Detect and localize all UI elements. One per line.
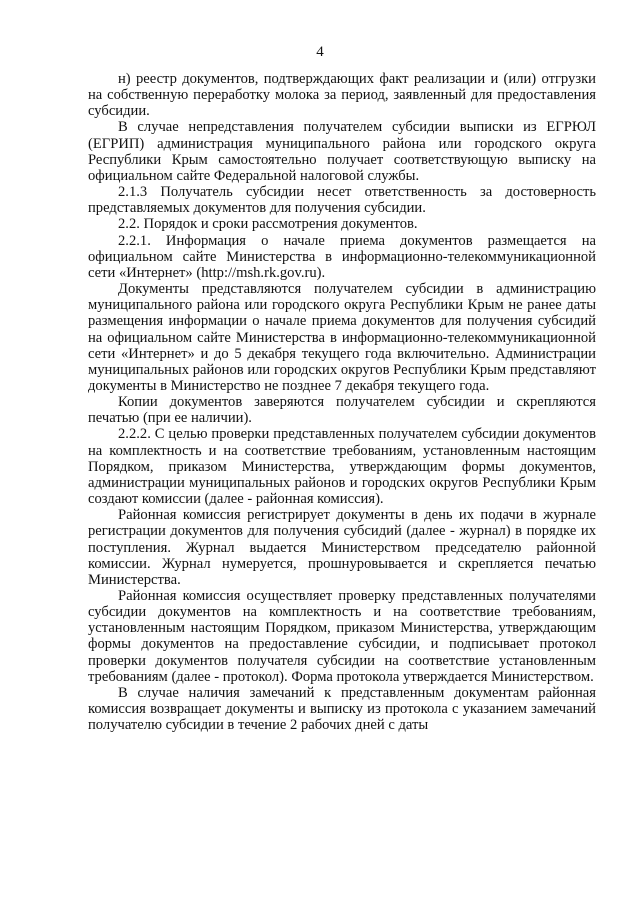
paragraph-document-copies: Копии документов заверяются получателем субсидии и скрепляются печатью (при ее наличии).	[88, 394, 596, 427]
paragraph-remarks-return: В случае наличия замечаний к представленным документам районная комиссия возвращает документы и выписку из протокола с указанием замечаний получателю субсидии в течение 2 рабочих дней с даты	[88, 684, 596, 734]
paragraph-document-submission: Документы представляются получателем субсидии в администрацию муниципального района или городского округа Республики Крым не ранее даты размещения информации о начале приема документов для получения субсидий на официальном сайте Министерства в информационно-телекоммуникационной сети «Интернет» и до 5 декабря текущего года включительно. Администрации муниципальных районов или городских округов Республики Крым представляют документы в Министерство не позднее 7 декабря текущего года.	[88, 281, 596, 394]
document-body	[88, 71, 596, 733]
paragraph-egrul-extract: В случае непредставления получателем субсидии выписки из ЕГРЮЛ (ЕГРИП) администрация муниципального района или городского округа Республики Крым самостоятельно получает соответствующую выписку на официальном сайте Федеральной налоговой службы.	[88, 119, 596, 184]
paragraph-2-2-2-commission: 2.2.2. С целью проверки представленных получателем субсидии документов на комплектность и на соответствие требованиям, установленным настоящим Порядком, приказом Министерства, утверждающим формы документов, администрации муниципальных районов и городских округов Республики Крым создают комиссии (далее - районная комиссия).	[88, 426, 596, 508]
section-heading-2-2: 2.2. Порядок и сроки рассмотрения документов.	[118, 216, 418, 233]
paragraph-commission-check: Районная комиссия осуществляет проверку представленных получателями субсидии документов на комплектность и на соответствие требованиям, установленным настоящим Порядком, приказом Министерства, утверждающим формы документов на предоставление субсидии, и подписывает протокол проверки документов получателя субсидии на соответствие установленным требованиям (далее - протокол). Форма протокола утверждается Министерством.	[88, 588, 596, 685]
paragraph-2-2-1-information: 2.2.1. Информация о начале приема документов размещается на официальном сайте Министерства в информационно-телекоммуникационной сети «Интернет» (http://msh.rk.gov.ru).	[88, 232, 596, 281]
paragraph-item-n-registry: н) реестр документов, подтверждающих факт реализации и (или) отгрузки на собственную переработку молока за период, заявленный для предоставления субсидии.	[88, 71, 596, 120]
paragraph-registration-journal: Районная комиссия регистрирует документы в день их подачи в журнале регистрации документов для получения субсидий (далее - журнал) в порядке их поступления. Журнал выдается Министерством председателю районной комиссии. Журнал нумеруется, прошнуровывается и скрепляется печатью Министерства.	[88, 507, 596, 588]
page-number: 4	[316, 44, 324, 60]
paragraph-2-1-3-responsibility: 2.1.3 Получатель субсидии несет ответственность за достоверность представляемых документов для получения субсидии.	[88, 184, 596, 217]
